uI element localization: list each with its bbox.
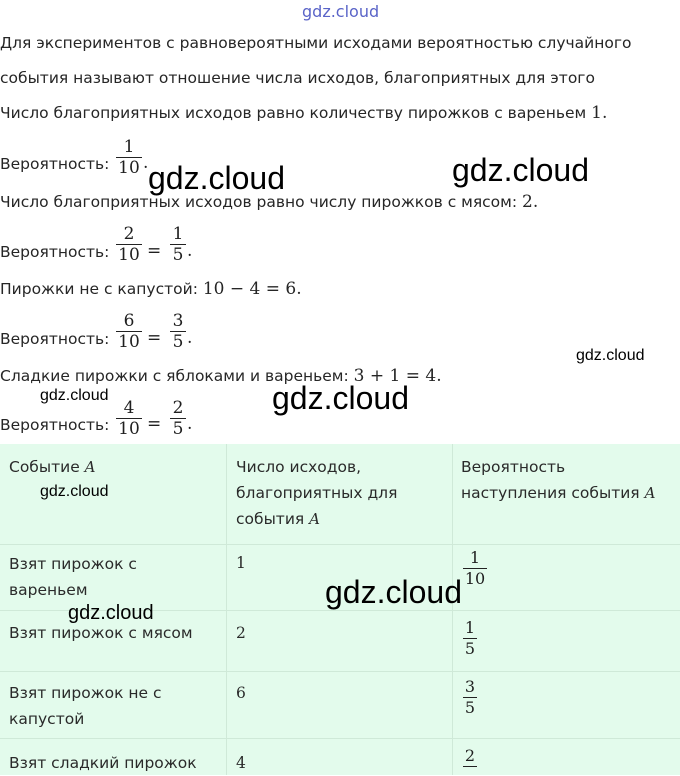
table-row-probability xyxy=(463,618,477,659)
header-text: Событие xyxy=(9,458,85,476)
fraction-numerator: 1 xyxy=(469,548,481,567)
fraction-denominator: 5 xyxy=(172,419,184,439)
table-header-probability xyxy=(461,454,655,506)
paragraph-text: Сладкие пирожки с яблоками и вареньем: xyxy=(0,367,354,385)
fraction-denominator: 5 xyxy=(172,332,184,352)
header-text: наступления события xyxy=(461,484,645,502)
table-header-count xyxy=(236,454,397,532)
watermark: gdz.cloud xyxy=(272,380,409,416)
fraction-denominator: 5 xyxy=(464,639,476,658)
fraction-4-10 xyxy=(116,398,142,439)
table-row-event xyxy=(9,551,137,603)
fraction-numerator: 4 xyxy=(123,398,135,418)
fraction-numerator: 1 xyxy=(172,224,184,244)
table-row-count: 4 xyxy=(236,754,246,772)
fraction-numerator: 6 xyxy=(123,311,135,331)
variable-a: A xyxy=(84,458,96,476)
fraction-denominator: 10 xyxy=(118,158,140,178)
table-row-count: 1 xyxy=(236,554,246,572)
probability-label-1: Вероятность: xyxy=(0,155,110,173)
fraction-denominator: 5 xyxy=(172,245,184,265)
cell-line: вареньем xyxy=(9,581,88,599)
probability-label-3: Вероятность: xyxy=(0,330,110,348)
fraction-denominator: 10 xyxy=(118,332,140,352)
table-row-event xyxy=(9,750,197,776)
period: . xyxy=(187,414,193,434)
paragraph-not-cabbage xyxy=(0,279,302,299)
header-line: Вероятность xyxy=(461,458,566,476)
paragraph-text: Пирожки не с капустой: xyxy=(0,280,203,298)
cell-line: Взят пирожок с xyxy=(9,555,137,573)
header-line: благоприятных для xyxy=(236,484,398,502)
fraction-numerator: 2 xyxy=(464,746,476,765)
table-row-count: 6 xyxy=(236,684,246,702)
fraction-numerator: 1 xyxy=(123,137,135,157)
math-value: 3 + 1 = 4. xyxy=(353,366,442,386)
table-row-probability xyxy=(463,548,487,589)
fraction-denominator: 5 xyxy=(464,698,476,717)
equals-sign: = xyxy=(147,414,162,434)
table-header-event xyxy=(9,454,96,480)
paragraph-text: Число благоприятных исходов равно числу пирожков с мясом: xyxy=(0,193,523,211)
watermark: gdz.cloud xyxy=(325,574,462,610)
paragraph-definition-line1: Для экспериментов с равновероятными исходами вероятностью случайного xyxy=(0,34,632,52)
period: . xyxy=(143,153,149,173)
variable-a: A xyxy=(309,510,320,528)
watermark: gdz.cloud xyxy=(148,160,285,196)
fraction-bar xyxy=(463,766,477,767)
cell-line: Взят сладкий пирожок xyxy=(9,754,197,772)
fraction-numerator: 1 xyxy=(464,618,476,637)
watermark: gdz.cloud xyxy=(40,483,109,500)
fraction-denominator: 10 xyxy=(118,419,140,439)
table-row-probability xyxy=(463,677,477,718)
table-row-count: 2 xyxy=(236,624,246,642)
paragraph-jam-count xyxy=(0,103,607,123)
probability-label-4: Вероятность: xyxy=(0,416,110,434)
cell-line: капустой xyxy=(9,710,85,728)
watermark: gdz.cloud xyxy=(452,152,589,188)
cell-line: Взят пирожок с мясом xyxy=(9,624,193,642)
fraction-numerator: 3 xyxy=(172,311,184,331)
paragraph-text: Число благоприятных исходов равно количеству пирожков с вареньем xyxy=(0,104,592,122)
math-value: 2. xyxy=(522,192,539,212)
equals-sign: = xyxy=(147,241,162,261)
table-divider xyxy=(0,671,680,672)
math-value: 1. xyxy=(591,103,608,123)
equals-sign: = xyxy=(147,328,162,348)
fraction-numerator: 2 xyxy=(123,224,135,244)
paragraph-definition-line2: события называют отношение числа исходов, благоприятных для этого xyxy=(0,69,595,87)
probability-label-2: Вероятность: xyxy=(0,243,110,261)
fraction-denominator: 10 xyxy=(464,569,486,588)
fraction-denominator: 10 xyxy=(118,245,140,265)
fraction-1-5 xyxy=(170,224,186,265)
table-divider xyxy=(0,738,680,739)
period: . xyxy=(187,328,193,348)
math-value: 10 − 4 = 6. xyxy=(202,279,302,299)
cell-line: Взят пирожок не с xyxy=(9,684,162,702)
table-row-probability xyxy=(463,746,477,767)
watermark: gdz.cloud xyxy=(40,387,109,404)
table-divider xyxy=(0,544,680,545)
period: . xyxy=(187,241,193,261)
header-text: события xyxy=(236,510,310,528)
watermark: gdz.cloud xyxy=(576,347,645,364)
fraction-1-10 xyxy=(116,137,142,178)
fraction-2-10 xyxy=(116,224,142,265)
watermark-top: gdz.cloud xyxy=(302,2,380,21)
header-line xyxy=(461,480,655,506)
variable-a: A xyxy=(644,484,656,502)
fraction-2-5 xyxy=(170,398,186,439)
fraction-numerator: 2 xyxy=(172,398,184,418)
table-row-event xyxy=(9,680,162,732)
fraction-3-5 xyxy=(170,311,186,352)
fraction-numerator: 3 xyxy=(464,677,476,696)
fraction-6-10 xyxy=(116,311,142,352)
header-line: Число исходов, xyxy=(236,458,362,476)
watermark: gdz.cloud xyxy=(68,602,154,624)
header-line xyxy=(236,506,397,532)
